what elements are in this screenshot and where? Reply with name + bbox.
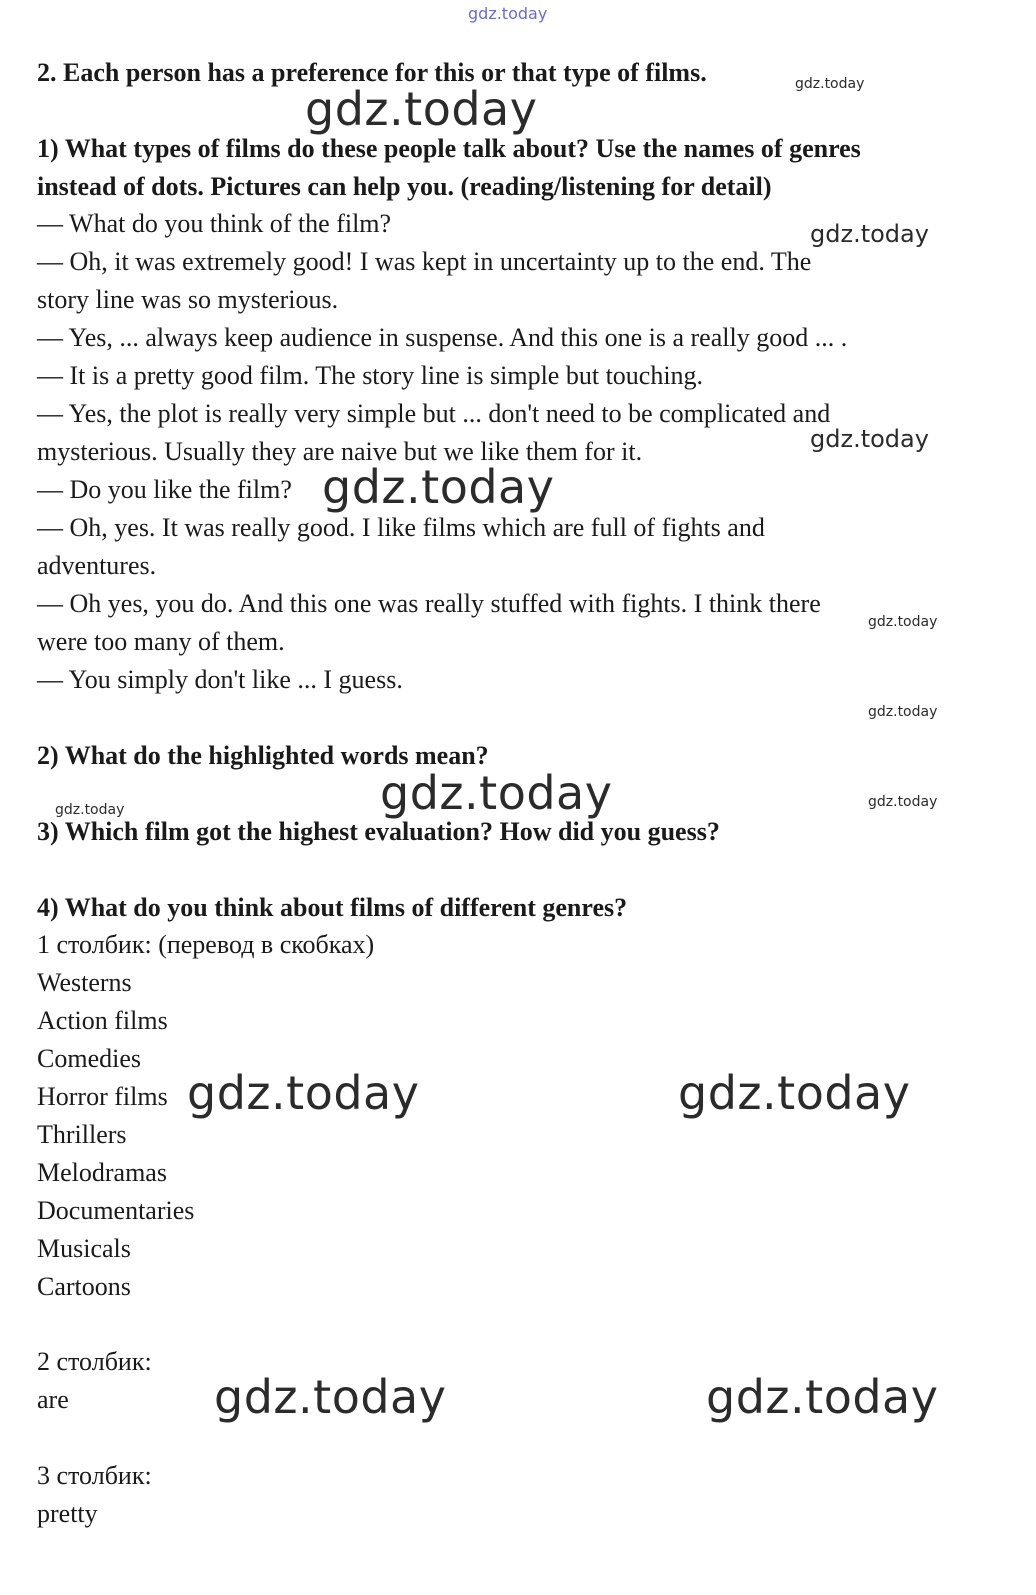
watermark: gdz.today (868, 704, 938, 720)
genre-item: Documentaries (37, 1196, 195, 1225)
column-2-heading: 2 столбик: (37, 1347, 152, 1376)
dialogue-line: were too many of them. (37, 627, 285, 656)
watermark: gdz.today (55, 802, 125, 818)
dialogue-line: — Do you like the film? (37, 475, 292, 504)
dialogue-line: story line was so mysterious. (37, 285, 339, 314)
dialogue-line: — What do you think of the film? (37, 209, 392, 238)
genre-item: Westerns (37, 968, 132, 997)
dialogue-line: — It is a pretty good film. The story line is simple but touching. (37, 361, 704, 390)
genre-item: Comedies (37, 1044, 141, 1073)
watermark: gdz.today (214, 1370, 447, 1424)
column-2-item: are (37, 1385, 69, 1414)
question-1-line-2: instead of dots. Pictures can help you. (reading/listening for detail) (37, 172, 772, 201)
genre-item: Horror films (37, 1082, 168, 1111)
dialogue-line: — Yes, ... always keep audience in suspense. And this one is a really good ... . (37, 323, 848, 352)
watermark: gdz.today (810, 220, 929, 248)
watermark-top: gdz.today (468, 4, 548, 23)
dialogue-line: mysterious. Usually they are naive but we like them for it. (37, 437, 643, 466)
question-1-line-1: 1) What types of films do these people talk about? Use the names of genres (37, 134, 861, 163)
column-3-heading: 3 столбик: (37, 1461, 152, 1490)
watermark: gdz.today (380, 766, 613, 820)
column-3-item: pretty (37, 1499, 98, 1528)
genre-item: Melodramas (37, 1158, 167, 1187)
watermark: gdz.today (795, 76, 865, 92)
watermark: gdz.today (305, 82, 538, 136)
genre-item: Musicals (37, 1234, 131, 1263)
task-heading: 2. Each person has a preference for this or that type of films. (37, 58, 707, 87)
watermark: gdz.today (868, 794, 938, 810)
dialogue-line: — Oh, it was extremely good! I was kept in uncertainty up to the end. The (37, 247, 812, 276)
genre-item: Cartoons (37, 1272, 131, 1301)
watermark: gdz.today (322, 460, 555, 514)
dialogue-line: — Oh, yes. It was really good. I like films which are full of fights and (37, 513, 765, 542)
question-2: 2) What do the highlighted words mean? (37, 741, 489, 770)
dialogue-line: — Yes, the plot is really very simple but ... don't need to be complicated and (37, 399, 831, 428)
watermark: gdz.today (706, 1370, 939, 1424)
question-3: 3) Which film got the highest evaluation? How did you guess? (37, 817, 720, 846)
watermark: gdz.today (810, 425, 929, 453)
watermark: gdz.today (187, 1066, 420, 1120)
dialogue-line: — Oh yes, you do. And this one was really stuffed with fights. I think there (37, 589, 821, 618)
watermark: gdz.today (868, 614, 938, 630)
column-1-heading: 1 столбик: (перевод в скобках) (37, 930, 375, 959)
watermark: gdz.today (678, 1066, 911, 1120)
question-4: 4) What do you think about films of different genres? (37, 893, 628, 922)
dialogue-line: adventures. (37, 551, 157, 580)
genre-item: Action films (37, 1006, 168, 1035)
dialogue-line: — You simply don't like ... I guess. (37, 665, 403, 694)
genre-item: Thrillers (37, 1120, 127, 1149)
